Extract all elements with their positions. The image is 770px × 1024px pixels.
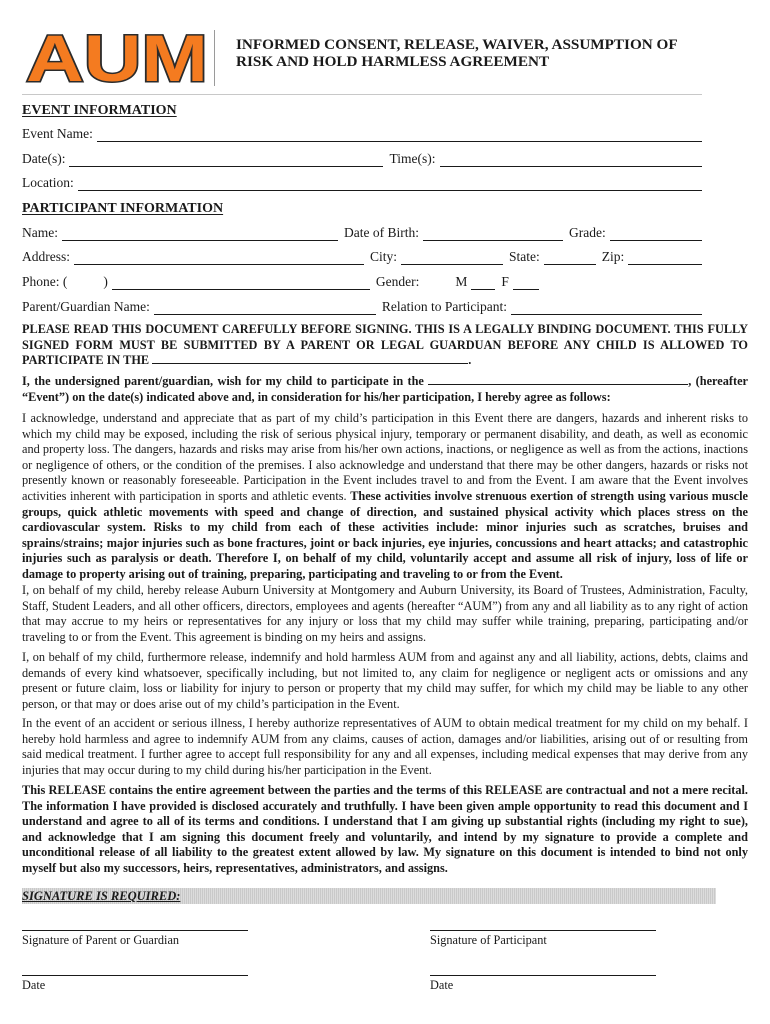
phone-label-close: ) [103,274,108,289]
relation-label: Relation to Participant: [381,299,508,314]
phone-field[interactable] [112,277,370,290]
grade-label: Grade: [568,225,606,240]
state-label: State: [509,249,540,264]
participant-date-label: Date [430,978,454,992]
state-field[interactable] [544,252,596,265]
dates-label: Date(s): [22,151,66,166]
event-dates-row [22,151,702,167]
gender-label: Gender: [375,274,420,289]
gender-m-label: M [455,274,468,289]
participant-signature-line[interactable] [430,930,656,931]
participant-date-line[interactable] [430,975,656,976]
parent-date-line[interactable] [22,975,248,976]
medical-paragraph: In the event of an accident or serious illness, I hereby authorize representatives of AUM to obtain medical treatment for my child on my behalf. I hereby hold harmless and agree to indemnify AUM from any claims, causes of action, damages and/or liabilities, arising out of or resulting from said medical treatment. I further agree to accept full responsibility for any and all expenses, including medical expenses that may derive from any injuries that may occur during to my child during his/her participation in the Event. [22,716,748,777]
times-label: Time(s): [389,151,436,166]
parent-signature-label: Signature of Parent or Guardian [22,933,180,947]
entire-agreement-paragraph: This RELEASE contains the entire agreement between the parties and the terms of this RELEASE are contractual and not a mere recital. The information I have provided is disclosed accurately and truthfully. I have been given ample opportunity to read this document and I understand and agree to all of its terms and conditions. I understand that I am giving up substantial rights (including my right to sue), and acknowledge that I am signing this document freely and voluntarily, and intend by my signature to provide a complete and unconditional release of all liability to the greatest extent allowed by law. My signature on this document is intended to bind not only myself but also my successors, heirs, representatives, administrators, and assigns. [22,783,748,875]
dates-field[interactable] [69,154,383,167]
event-name-blank-field[interactable] [428,374,688,385]
event-location-row [22,175,702,191]
dob-field[interactable] [423,228,563,241]
gender-f-label: F [501,274,509,289]
event-name-label: Event Name: [22,126,93,141]
gender-f-field[interactable] [513,277,539,290]
logo-divider [214,30,215,86]
legal-notice-period: . [468,353,472,368]
logo-text: AUM [26,26,208,88]
signature-required-label: SIGNATURE IS REQUIRED: [22,889,181,903]
release-paragraph: I, on behalf of my child, hereby release Auburn University at Montgomery and Auburn University, its Board of Trustees, Administration, Faculty, Staff, Student Leaders, and all other officers, directors, employees and agents (hereafter “AUM”) from any and all liability as to any right of action that may accrue to my heirs or representatives for any injury or loss that my child may suffer while training, preparing, participating and/or traveling to or from the Event. This agreement is binding on my heirs and assigns. [22,583,748,644]
guardian-statement-comma: , [688,374,692,388]
location-field[interactable] [78,178,702,191]
participant-name-row [22,225,702,241]
participant-info-heading: PARTICIPANT INFORMATION [22,201,224,216]
acknowledgement-bold-text: These activities involve strenuous exertion of strength using various muscle groups, quick athletic movements with speed and change of direction, and sustained physical activity which places stress on the cardiovascular system. Risks to my child from each of these activities include: minor injuries such as scratches, bruises and sprains/strains; major injuries such as bone fractures, joint or back injuries, eye injuries, concussions and heart attacks; and catastrophic injuries such as paralysis or death. Therefore I, on behalf of my child, voluntarily accept and assume all risk of injury, loss of life or damage to property arising out of training, preparing, participating and traveling to or from the Event. [22,488,749,581]
times-field[interactable] [440,154,703,167]
guardian-statement-end: (hereafter “Event”) on the date(s) indicated above and, in consideration for his/her participation, I hereby agree as follows: [22,374,748,404]
event-name-row [22,126,702,142]
acknowledgement-text: I acknowledge, understand and appreciate that as part of my child’s participation in this Event there are dangers, hazards and inherent risks to which my child may be exposed, including the risk of serious physical injury, temporary or permanent disability, and death, as well as economic and property loss. The dangers, hazards and risks may arise from his/her own actions, inactions, or negligence as well as from the actions, inactions or negligence of others, or the condition of the premises. I also acknowledge and understand that there may be other dangers, hazards or risks not presently known or reasonably foreseeable. Participation in the Event includes travel to and from the Event. I am aware that the Event involves activities inherent with participation in sports and athletic events. [22,411,748,503]
city-field[interactable] [401,252,503,265]
location-label: Location: [22,175,74,190]
participant-signature-label: Signature of Participant [430,933,547,947]
parent-guardian-row [22,299,702,315]
parent-signature-line[interactable] [22,930,248,931]
phone-label-open: Phone: ( [22,274,68,289]
guardian-statement-start: I, the undersigned parent/guardian, wish for my child to participate in the [22,374,424,388]
legal-notice-text: PLEASE READ THIS DOCUMENT CAREFULLY BEFORE SIGNING. THIS IS A LEGALLY BINDING DOCUMENT. THIS FULLY SIGNED FORM MUST BE SUBMITTED BY A PARENT OR LEGAL GUARDUAN BEFORE ANY CHILD IS ALLOWED TO PARTICIPATE IN THE [22,322,748,368]
relation-field[interactable] [511,302,702,315]
parent-date-label: Date [22,978,46,992]
participant-phone-row [22,274,702,290]
guardian-statement [22,374,748,405]
zip-field[interactable] [628,252,702,265]
legal-notice [22,322,748,369]
name-field[interactable] [62,228,338,241]
event-info-heading: EVENT INFORMATION [22,103,177,118]
address-field[interactable] [74,252,364,265]
name-label: Name: [22,225,58,240]
header-divider [22,94,702,95]
zip-label: Zip: [601,249,625,264]
indemnify-paragraph: I, on behalf of my child, furthermore release, indemnify and hold harmless AUM from and against any and all liability, actions, debts, claims and demands of every kind whatsoever, specifically including, but not limited to, any claim for negligence or negligent acts or omissions and any present or future claim, loss or liability for injury to person or property that my child may suffer, for which my child may be liable to any other person, or that may or does arise out of my child’s participation in the Event. [22,650,748,711]
document-title: INFORMED CONSENT, RELEASE, WAIVER, ASSUMPTION OF RISK AND HOLD HARMLESS AGREEMENT [236,36,678,70]
parent-name-label: Parent/Guardian Name: [22,299,150,314]
acknowledgement-paragraph [22,411,748,583]
city-label: City: [370,249,398,264]
parent-name-field[interactable] [154,302,376,315]
event-name-field[interactable] [97,129,702,142]
participant-address-row [22,249,702,265]
event-blank-field[interactable] [152,353,468,364]
aum-logo [22,26,212,88]
dob-label: Date of Birth: [344,225,419,240]
grade-field[interactable] [610,228,702,241]
address-label: Address: [22,249,70,264]
gender-m-field[interactable] [471,277,495,290]
